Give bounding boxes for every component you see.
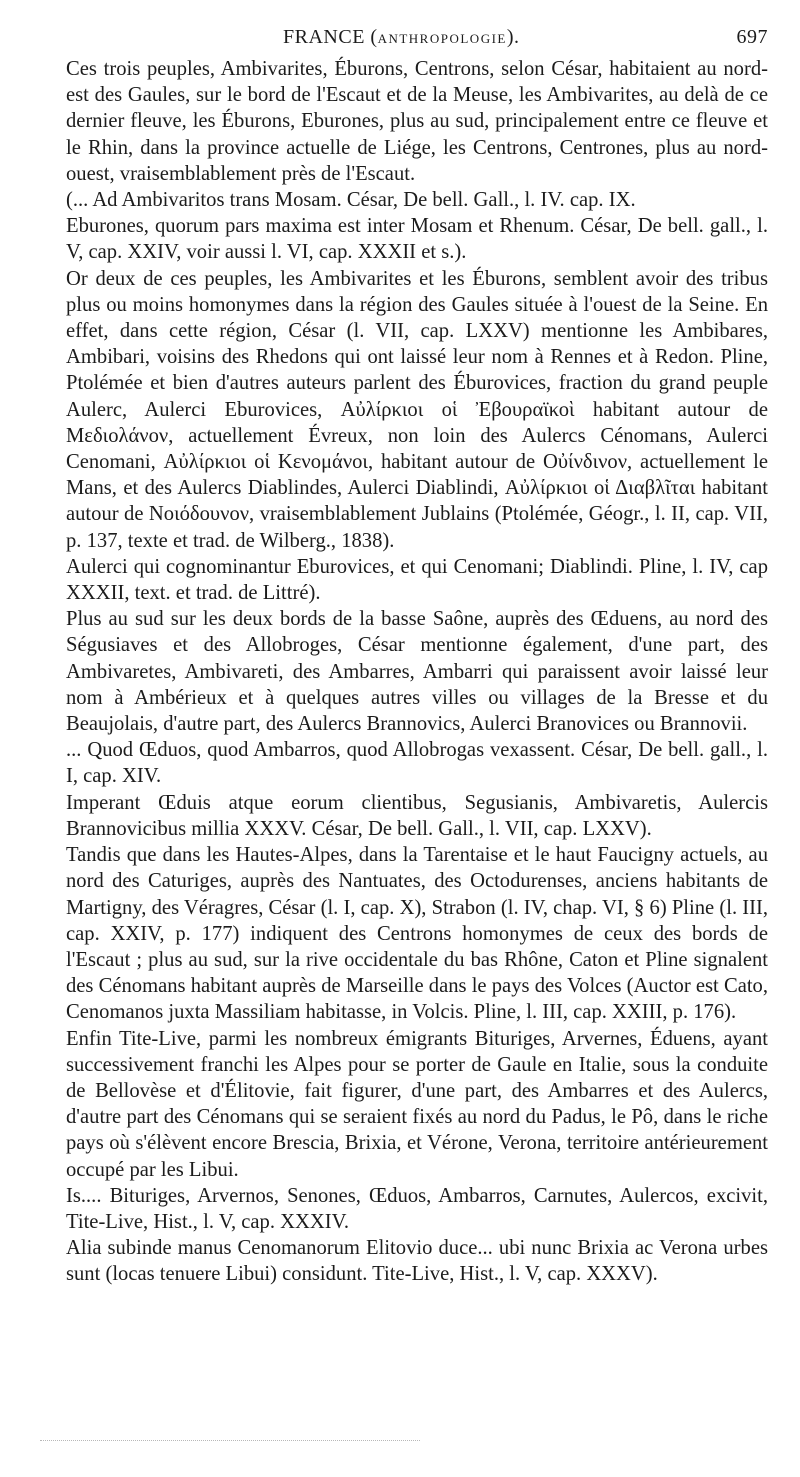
running-header xyxy=(66,26,768,56)
paragraph-4: Or deux de ces peuples, les Ambivarites et les Éburons, semblent avoir des tribus plus ou moins homonymes dans la région des Gaules située à l'ouest de la Seine. En effet, dans cette région, César (l. VII, cap. LXXV) mentionne les Ambibares, Ambibari, voisins des Rhedons qui ont laissé leur nom à Rennes et à Redon. Pline, Ptolémée et bien d'autres auteurs parlent des Éburovices, fraction du grand peuple Aulerc, Aulerci Eburovices, Αὐλίρκιοι οἱ Ἐβουραϊκοὶ habitant autour de Μεδιολάνον, actuellement Évreux, non loin des Aulercs Cénomans, Aulerci Cenomani, Αὐλίρκιοι οἱ Κενομάνοι, habitant autour de Οὐίνδινον, actuellement le Mans, et des Aulercs Diablindes, Aulerci Diablindi, Αὐλίρκιοι οἱ Διαβλῖται habitant autour de Νοιόδουνον, vraisemblablement Jublains (Ptolémée, Géogr., l. II, cap. VII, p. 137, texte et trad. de Wilberg., 1838). xyxy=(66,267,768,552)
running-title xyxy=(283,26,520,49)
paragraph-7: ... Quod Œduos, quod Ambarros, quod Allobrogas vexassent. César, De bell. gall., l. I, cap. XIV. xyxy=(66,739,768,788)
title-small-caps: ANTHROPOLOGIE xyxy=(377,31,507,46)
title-main: FRANCE ( xyxy=(283,26,378,48)
paragraph-2: (... Ad Ambivaritos trans Mosam. César, De bell. Gall., l. IV. cap. IX. xyxy=(66,189,636,212)
paragraph-3: Eburones, quorum pars maxima est inter Mosam et Rhenum. César, De bell. gall., l. V, cap. XXIV, voir aussi l. VI, cap. XXXII et s.). xyxy=(66,215,768,264)
page xyxy=(66,26,768,1288)
title-end: ). xyxy=(506,26,520,48)
paragraph-10: Enfin Tite-Live, parmi les nombreux émigrants Bituriges, Arvernes, Éduens, ayant successivement franchi les Alpes pour se porter de Gaule en Italie, sous la conduite de Bellovèse et d'Élitovie, fait figurer, d'une part, des Ambarres et des Aulercs, d'autre part des Cénomans qui se seraient fixés au nord du Padus, le Pô, dans le riche pays où s'élèvent encore Brescia, Brixia, et Vérone, Verona, territoire antérieurement occupé par les Libui. xyxy=(66,1027,768,1181)
paragraph-12: Alia subinde manus Cenomanorum Elitovio duce... ubi nunc Brixia ac Verona urbes sunt (locas tenuere Libui) considunt. Tite-Live, Hist., l. V, cap. XXXV). xyxy=(66,1237,768,1286)
footer-bleed-through xyxy=(40,1440,420,1443)
paragraph-8: Imperant Œduis atque eorum clientibus, Segusianis, Ambivaretis, Aulercis Brannovicibus millia XXXV. César, De bell. Gall., l. VII, cap. LXXV). xyxy=(66,791,768,840)
paragraph-11: Is.... Bituriges, Arvernos, Senones, Œduos, Ambarros, Carnutes, Aulercos, excivit, Tite-Live, Hist., l. V, cap. XXXIV. xyxy=(66,1184,768,1233)
paragraph-6: Plus au sud sur les deux bords de la basse Saône, auprès des Œduens, au nord des Ségusiaves et des Allobroges, César mentionne également, d'une part, des Ambivaretes, Ambivareti, des Ambarres, Ambarri qui paraissent avoir laissé leur nom à Ambérieux et à quelques autres villes ou villages de la Bresse et du Beaujolais, d'autre part, des Aulercs Brannovics, Aulerci Branovices ou Brannovii. xyxy=(66,608,768,736)
body-text xyxy=(66,56,768,1288)
paragraph-9: Tandis que dans les Hautes-Alpes, dans la Tarentaise et le haut Faucigny actuels, au nord des Caturiges, auprès des Nantuates, des Octodurenses, anciens habitants de Martigny, des Véragres, César (l. I, cap. X), Strabon (l. IV, chap. VI, § 6) Pline (l. III, cap. XXIV, p. 177) indiquent des Centrons homonymes de ceux des bords de l'Escaut ; plus au sud, sur la rive occidentale du bas Rhône, Caton et Pline signalent des Cénomans habitant auprès de Marseille dans le pays des Volces (Auctor est Cato, Cenomanos juxta Massiliam habitasse, in Volcis. Pline, l. III, cap. XXIII, p. 176). xyxy=(66,844,768,1024)
paragraph-5: Aulerci qui cognominantur Eburovices, et qui Cenomani; Diablindi. Pline, l. IV, cap XXXII, text. et trad. de Littré). xyxy=(66,555,768,605)
page-number: 697 xyxy=(736,26,768,48)
paragraph-1: Ces trois peuples, Ambivarites, Éburons, Centrons, selon César, habitaient au nord-est des Gaules, sur le bord de l'Escaut et de la Meuse, les Ambivarites, au delà de ce dernier fleuve, les Éburons, Eburones, plus au sud, principalement entre ce fleuve et le Rhin, dans la province actuelle de Liége, les Centrons, Centrones, plus au nord-ouest, vraisemblablement près de l'Escaut. xyxy=(66,58,768,185)
